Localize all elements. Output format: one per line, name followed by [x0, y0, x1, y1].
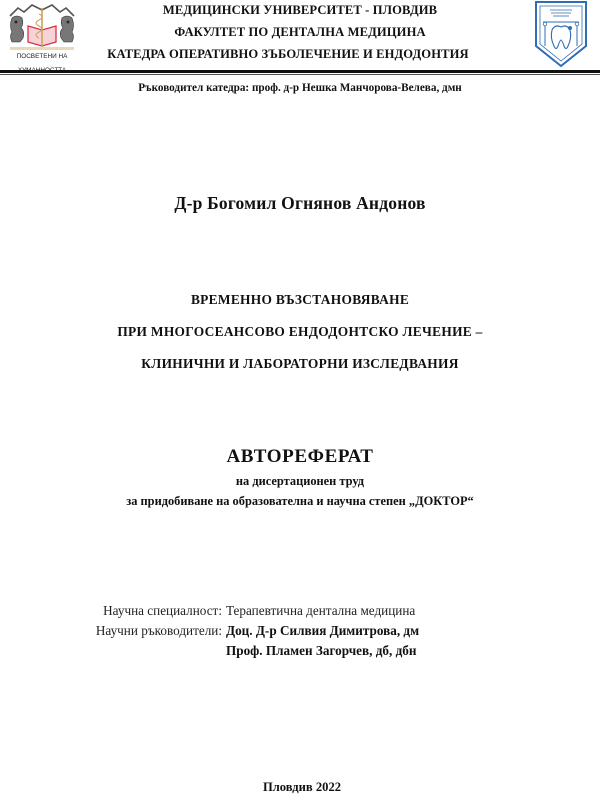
faculty-name: ФАКУЛТЕТ ПО ДЕНТАЛНА МЕДИЦИНА [174, 25, 426, 39]
thesis-title-line-1: ВРЕМЕННО ВЪЗСТАНОВЯВАНЕ [190, 292, 410, 307]
university-name: МЕДИЦИНСКИ УНИВЕРСИТЕТ - ПЛОВДИВ [162, 3, 438, 17]
supervisor-2: Проф. Пламен Загорчев, дб, дбн [226, 643, 417, 658]
supervisors-label: Научни ръководители: [95, 623, 222, 638]
specialty-label: Научна специалност: [103, 603, 222, 618]
abstract-heading: АВТОРЕФЕРАТ [226, 446, 374, 467]
thesis-title-line-3: КЛИНИЧНИ И ЛАБОРАТОРНИ ИЗСЛЕДВАНИЯ [141, 356, 459, 371]
author-name: Д-р Богомил Огнянов Андонов [174, 193, 426, 213]
supervisor-1: Доц. Д-р Силвия Димитрова, дм [226, 623, 420, 638]
abstract-subtitle-line-2: за придобиване на образователна и научна степен „ДОКТОР“ [126, 494, 474, 508]
specialty-value: Терапевтична дентална медицина [226, 603, 416, 618]
header-divider-thin [0, 74, 600, 75]
head-of-department: Ръководител катедра: проф. д-р Нешка Манчорова-Велева, дмн [138, 82, 462, 94]
department-name: КАТЕДРА ОПЕРАТИВНО ЗЪБОЛЕЧЕНИЕ И ЕНДОДОНТИЯ [107, 47, 469, 61]
logo-caption-line1: ПОСВЕТЕНИ НА [16, 53, 68, 60]
thesis-title-line-2: ПРИ МНОГОСЕАНСОВО ЕНДОДОНТСКО ЛЕЧЕНИЕ – [117, 324, 483, 339]
header-divider [0, 70, 600, 73]
abstract-subtitle-line-1: на дисертационен труд [235, 474, 365, 488]
city-year: Пловдив 2022 [262, 780, 342, 794]
